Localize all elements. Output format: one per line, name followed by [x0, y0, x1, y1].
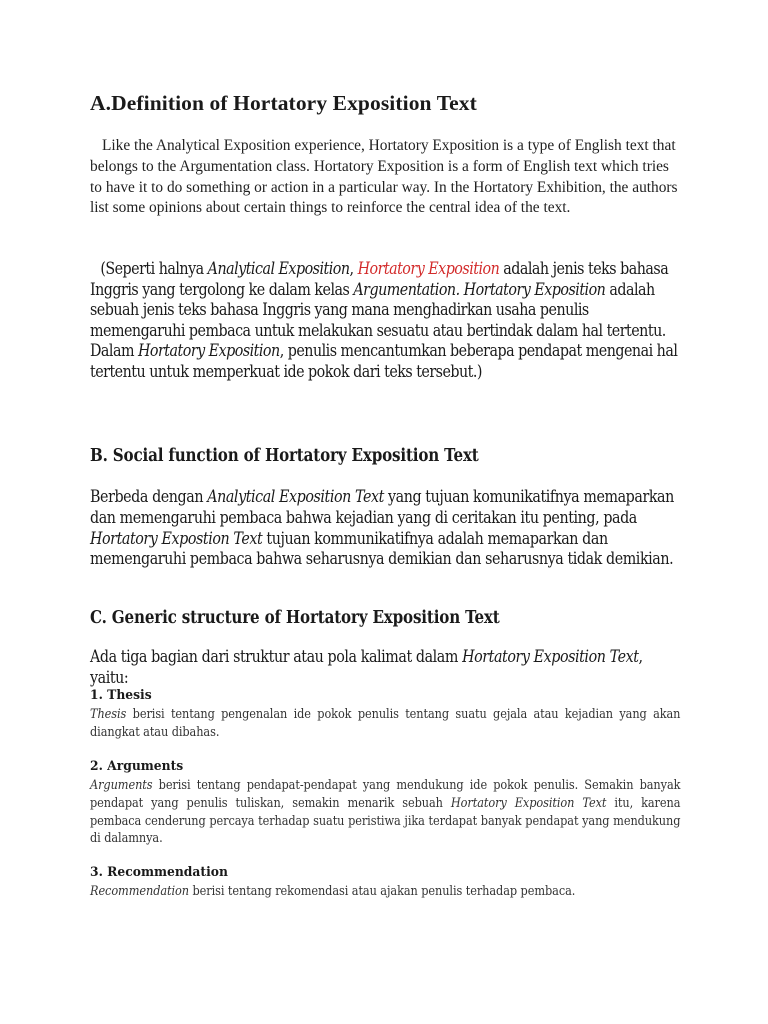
- section-c-intro: [90, 647, 683, 688]
- section-a-indonesian-paragraph: [90, 259, 683, 383]
- text-run: adalah sebuah jenis teks bahasa Inggris yang mana menghadirkan usaha penulis memengaruhi pembaca untuk melakukan sesuatu atau bertindak dalam hal tertentu. Dalam: [90, 279, 666, 361]
- text-run: ,: [349, 259, 358, 278]
- italic-term: Argumentation.: [353, 279, 460, 299]
- italic-term: Hortatory Exposition Text: [450, 794, 607, 810]
- section-b-heading: B. Social function of Hortatory Exposition Text: [90, 446, 479, 466]
- text-run: adalah jenis teks bahasa Inggris yang tergolong ke dalam kelas: [90, 259, 669, 299]
- structure-item-thesis-text: [90, 705, 680, 741]
- text-run: berisi tentang pengenalan ide pokok penulis tentang suatu gejala atau kejadian yang akan diangkat atau dibahas.: [90, 706, 681, 739]
- text-run: , yaitu:: [90, 647, 643, 687]
- structure-item-arguments-text: [90, 776, 680, 847]
- highlighted-term: Hortatory Exposition: [357, 259, 500, 278]
- text-run: (Seperti halnya: [100, 259, 208, 278]
- text-run: Berbeda dengan: [90, 487, 208, 506]
- text-run: yang tujuan komunikatifnya memaparkan dan memengaruhi pembaca bahwa kejadian yang di ceritakan itu penting, pada: [90, 487, 674, 527]
- italic-term: Analytical Exposition: [207, 259, 350, 278]
- text-run: itu, karena pembaca cenderung percaya terhadap suatu peristiwa jika terdapat banyak pendapat yang mendukung di dalamnya.: [90, 794, 681, 846]
- text-run: berisi tentang pendapat-pendapat yang mendukung ide pokok penulis. Semakin banyak pendapat yang penulis tuliskan, semakin menarik sebuah: [90, 777, 681, 810]
- text-run: Ada tiga bagian dari struktur atau pola kalimat dalam: [90, 647, 463, 666]
- italic-term: Thesis: [90, 706, 127, 721]
- text-run: tujuan kommunikatifnya adalah memaparkan dan memengaruhi pembaca bahwa seharusnya demikian dan seharusnya tidak demikian.: [90, 528, 674, 569]
- italic-term: Analytical Exposition Text: [207, 487, 384, 506]
- italic-term: Hortatory Exposition Text: [462, 647, 639, 666]
- structure-item-recommendation-text: [90, 882, 680, 900]
- english-paragraph-text: Like the Analytical Exposition experience, Hortatory Exposition is a type of English text that belongs to the Argumentation class. Hortatory Exposition is a form of English text which tries to have it to do something or action in a particular way. In the Hortatory Exhibition, the authors list some opinions about certain things to reinforce the central idea of the text.: [90, 137, 678, 217]
- structure-item-recommendation-title: 3. Recommendation: [90, 864, 228, 880]
- italic-term: Recommendation: [90, 883, 189, 898]
- structure-item-arguments-title: 2. Arguments: [90, 758, 184, 774]
- italic-term: Hortatory Exposition: [137, 341, 280, 361]
- text-run: , penulis mencantumkan beberapa pendapat mengenai hal tertentu untuk memperkuat ide pokok dari teks tersebut.): [90, 341, 678, 381]
- italic-term: Arguments: [90, 777, 153, 792]
- italic-term: Hortatory Exposition: [463, 279, 606, 299]
- structure-item-thesis-title: 1. Thesis: [90, 687, 152, 703]
- section-c-heading: C. Generic structure of Hortatory Exposition Text: [90, 608, 500, 628]
- italic-term: Hortatory Expostion Text: [90, 528, 263, 548]
- text-run: berisi tentang rekomendasi atau ajakan penulis terhadap pembaca.: [188, 883, 576, 898]
- section-a-english-paragraph: [90, 136, 680, 219]
- section-b-paragraph: [90, 487, 683, 570]
- section-a-heading: A.Definition of Hortatory Exposition Text: [90, 91, 477, 115]
